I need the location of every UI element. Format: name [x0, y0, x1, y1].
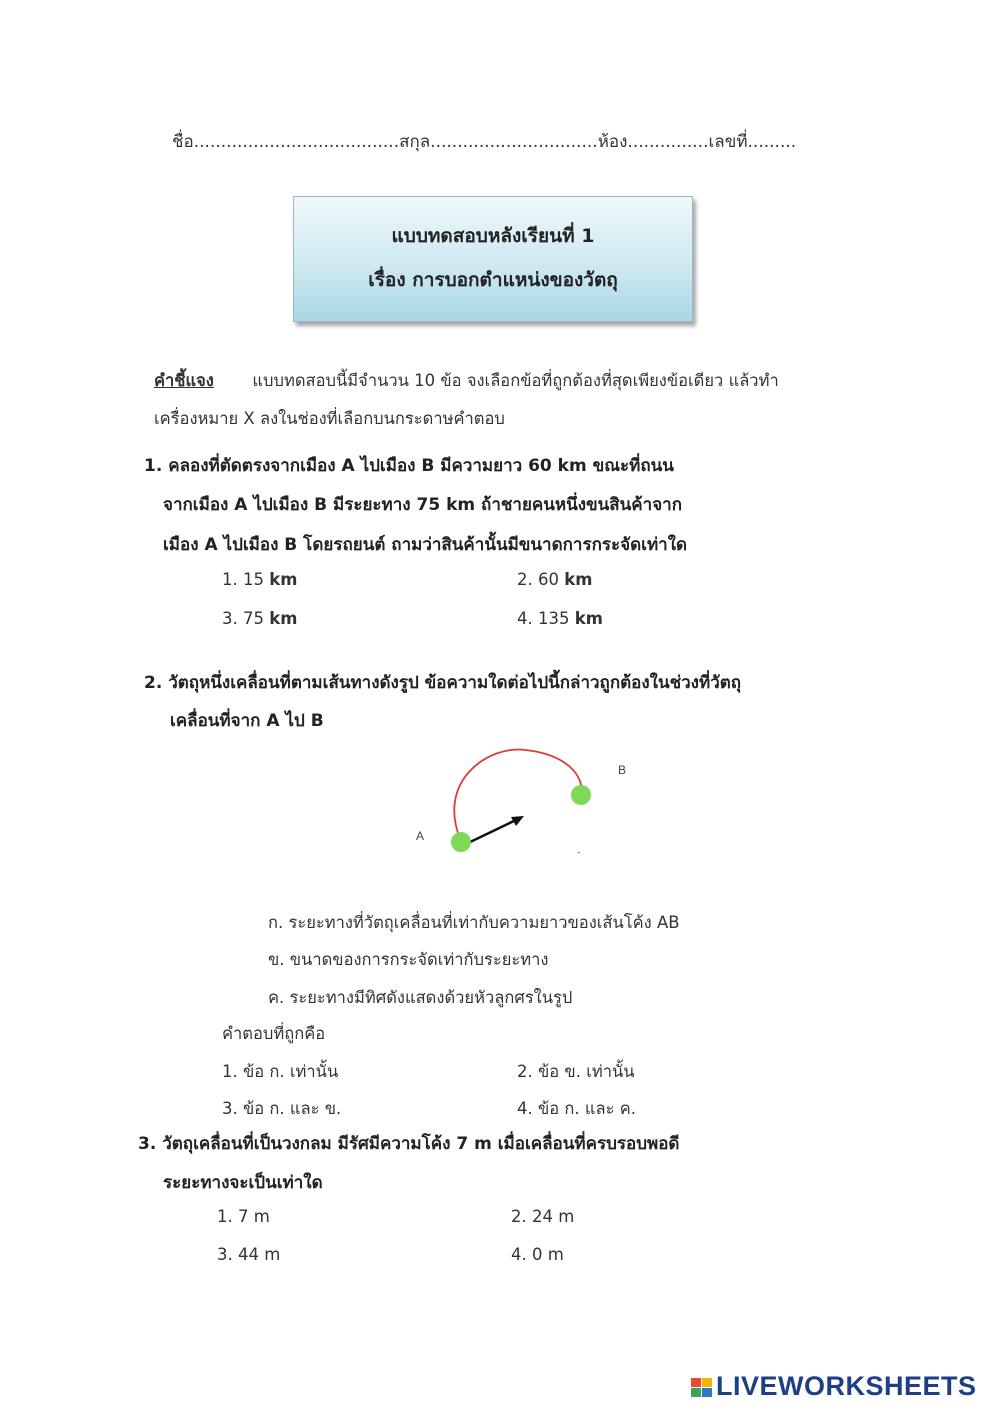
q2-statement-a: ก. ระยะทางที่วัตถุเคลื่อนที่เท่ากับความยาวของเส้นโค้ง AB [268, 913, 680, 932]
q3-option-2[interactable]: 2. 24 m [511, 1207, 575, 1226]
q2-statement-c: ค. ระยะทางมีทิศดังแสดงด้วยหัวลูกศรในรูป [268, 988, 573, 1007]
test-title: แบบทดสอบหลังเรียนที่ 1 [391, 225, 595, 247]
q1-text-line-1: 1. คลองที่ตัดตรงจากเมือง A ไปเมือง B มีความยาว 60 km ขณะที่ถนน [144, 456, 674, 476]
q1-option-1-value: 1. 15 [222, 570, 264, 589]
point-a-label: A [416, 829, 425, 843]
q1-option-4-value: 4. 135 [517, 609, 570, 628]
q2-text-line-2: เคลื่อนที่จาก A ไป B [170, 711, 324, 731]
q1-option-3[interactable] [222, 609, 297, 628]
q3-option-4[interactable]: 4. 0 m [511, 1245, 564, 1264]
q2-text-line-1: 2. วัตถุหนึ่งเคลื่อนที่ตามเส้นทางดังรูป ข้อความใดต่อไปนี้กล่าวถูกต้องในช่วงที่วัตถุ [144, 673, 742, 693]
instructions-line-1 [154, 368, 779, 394]
q2-option-1[interactable]: 1. ข้อ ก. เท่านั้น [222, 1062, 339, 1081]
instructions-text-1: แบบทดสอบนี้มีจำนวน 10 ข้อ จงเลือกข้อที่ถูกต้องที่สุดเพียงข้อเดียว แล้วทำ [252, 371, 779, 390]
point-b-marker [571, 785, 591, 805]
displacement-arrow-shaft [466, 819, 518, 844]
q1-option-3-unit: km [269, 609, 298, 628]
instructions-line-2: เครื่องหมาย X ลงในช่องที่เลือกบนกระดาษคำตอบ [154, 409, 505, 428]
curved-path-arc [454, 750, 581, 841]
stray-mark [578, 852, 580, 853]
point-b-label: B [618, 763, 627, 777]
q1-option-4-unit: km [574, 609, 603, 628]
liveworksheets-logo-icon [690, 1371, 714, 1405]
q1-option-1-unit: km [269, 570, 298, 589]
q3-text-line-2: ระยะทางจะเป็นเท่าใด [163, 1173, 323, 1193]
q1-text-line-2: จากเมือง A ไปเมือง B มีระยะทาง 75 km ถ้าชายคนหนึ่งขนสินค้าจาก [163, 495, 682, 515]
test-subject: เรื่อง การบอกตำแหน่งของวัตถุ [368, 269, 618, 291]
q2-statement-b: ข. ขนาดของการกระจัดเท่ากับระยะทาง [268, 950, 549, 969]
title-box [293, 196, 693, 322]
q1-option-4[interactable] [517, 609, 603, 628]
liveworksheets-wordmark: LIVEWORKSHEETS [716, 1371, 977, 1401]
q2-option-2[interactable]: 2. ข้อ ข. เท่านั้น [517, 1062, 635, 1081]
instructions-label: คำชี้แจง [154, 371, 214, 390]
q1-option-2-unit: km [564, 570, 593, 589]
q2-option-4[interactable]: 4. ข้อ ก. และ ค. [517, 1099, 637, 1118]
q1-option-1[interactable] [222, 570, 297, 589]
q3-text-line-1: 3. วัตถุเคลื่อนที่เป็นวงกลม มีรัศมีความโค้ง 7 m เมื่อเคลื่อนที่ครบรอบพอดี [138, 1134, 680, 1154]
q2-option-3[interactable]: 3. ข้อ ก. และ ข. [222, 1099, 342, 1118]
student-info-line: ชื่อ......................................สกุล...............................ห้อง...............เลขที่......... [172, 132, 797, 152]
q1-text-line-3: เมือง A ไปเมือง B โดยรถยนต์ ถามว่าสินค้านั้นมีขนาดการกระจัดเท่าใด [163, 535, 688, 555]
motion-path-diagram [400, 740, 660, 870]
point-a-marker [451, 832, 471, 852]
q3-option-1[interactable]: 1. 7 m [217, 1207, 270, 1226]
q1-option-2[interactable] [517, 570, 592, 589]
q1-option-2-value: 2. 60 [517, 570, 559, 589]
q2-answer-prompt: คำตอบที่ถูกคือ [222, 1024, 326, 1043]
q3-option-3[interactable]: 3. 44 m [217, 1245, 281, 1264]
q1-option-3-value: 3. 75 [222, 609, 264, 628]
